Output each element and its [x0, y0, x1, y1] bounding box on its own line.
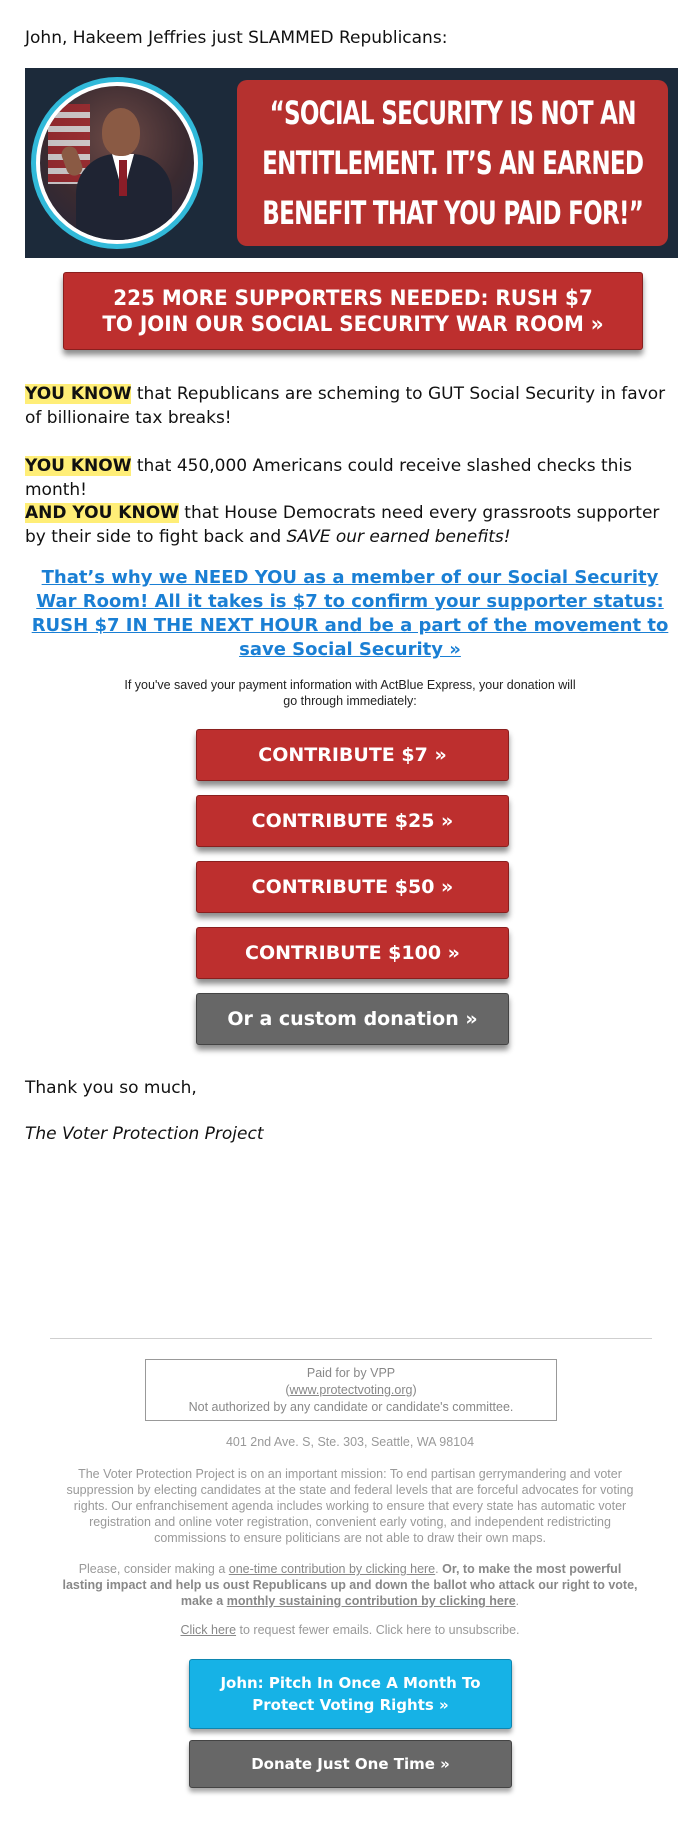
unsubscribe-line [60, 1622, 640, 1638]
custom-donation-button[interactable]: Or a custom donation » [196, 993, 509, 1045]
actblue-note: If you've saved your payment information with ActBlue Express, your donation will go through immediately: [124, 678, 576, 708]
monthly-contribution-link[interactable]: monthly sustaining contribution by clicking here [226, 1594, 516, 1608]
highlight-you-know-2: YOU KNOW [25, 456, 132, 476]
paragraph-1-text: that Republicans are scheming to GUT Social Security in favor of billionaire tax breaks! [25, 384, 666, 428]
contribute-100-button[interactable]: CONTRIBUTE $100 » [196, 927, 509, 979]
join-war-room-button[interactable] [63, 272, 643, 350]
not-authorized-line: Not authorized by any candidate or candidate's committee. [188, 1400, 514, 1414]
unsubscribe-text[interactable]: to request fewer emails. Click here to unsubscribe. [236, 1623, 520, 1637]
quote-line-2: ENTITLEMENT. IT’S AN EARNED [261, 144, 644, 182]
fewer-emails-link[interactable]: Click here [180, 1623, 237, 1637]
war-room-link[interactable]: That’s why we NEED YOU as a member of our Social Security War Room! All it takes is $7 to confirm your supporter status: RUSH $7 IN THE NEXT HOUR and be a part of the movement to save Social Security » [31, 567, 669, 660]
banner-quote [262, 88, 643, 238]
hero-banner[interactable] [25, 68, 678, 258]
paren-close: ) [412, 1383, 417, 1397]
appeal-mid: . [435, 1562, 443, 1576]
paid-for-website [146, 1382, 556, 1399]
paragraph-2 [25, 454, 675, 502]
mailing-address: 401 2nd Ave. S, Ste. 303, Seattle, WA 98104 [225, 1435, 475, 1449]
quote-line-1: “SOCIAL SECURITY IS NOT AN [269, 94, 636, 132]
paragraph-2-text: that 450,000 Americans could receive slashed checks this month! [25, 456, 632, 500]
contribution-appeal [60, 1561, 640, 1609]
paragraph-3 [25, 501, 675, 549]
website-link[interactable]: www.protectvoting.org [289, 1383, 413, 1397]
paragraph-1 [25, 382, 675, 430]
head-graphic [102, 108, 140, 156]
paid-for-box [145, 1359, 557, 1421]
appeal-end: . [515, 1594, 520, 1608]
speaker-photo [31, 77, 203, 249]
contribute-50-button[interactable]: CONTRIBUTE $50 » [196, 861, 509, 913]
join-war-room-label: 225 MORE SUPPORTERS NEEDED: RUSH $7 TO JOIN OUR SOCIAL SECURITY WAR ROOM » [102, 286, 604, 336]
quote-box [237, 80, 668, 246]
highlight-you-know-1: YOU KNOW [25, 384, 132, 404]
greeting-text: John, Hakeem Jeffries just SLAMMED Republicans: [25, 28, 448, 48]
appeal-prefix: Please, consider making a [78, 1562, 229, 1576]
signature: The Voter Protection Project [25, 1124, 264, 1144]
footer-divider [50, 1338, 652, 1339]
mission-statement: The Voter Protection Project is on an important mission: To end partisan gerrymandering and voter suppression by electing candidates at the state and federal levels that are forceful advocates for voting rights. Our enfranchisement agenda includes working to ensure that every state has automatic voter registration and online voter registration, convenient early voting, and independent redistricting commissions to ensure politicians are not able to draw their own maps. [66, 1467, 634, 1545]
paren-open: ( [285, 1383, 290, 1397]
monthly-donation-button[interactable]: John: Pitch In Once A Month To Protect Voting Rights » [189, 1659, 512, 1729]
thanks-text: Thank you so much, [25, 1078, 197, 1098]
speaker-photo-image [36, 82, 198, 244]
paid-for-line: Paid for by VPP [306, 1366, 396, 1380]
appeal-bold: Or, to make the most powerful lasting impact and help us oust Republicans up and down the ballot who attack our right to vote, make a [62, 1562, 638, 1608]
one-time-contribution-link[interactable]: one-time contribution by clicking here [228, 1562, 436, 1576]
one-time-donation-button[interactable]: Donate Just One Time » [189, 1740, 512, 1788]
paragraph-3-text: that House Democrats need every grassroots supporter by their side to fight back and [25, 503, 660, 547]
tie-graphic [119, 160, 127, 196]
highlight-and-you-know: AND YOU KNOW [25, 503, 179, 523]
contribute-7-button[interactable]: CONTRIBUTE $7 » [196, 729, 509, 781]
contribute-25-button[interactable]: CONTRIBUTE $25 » [196, 795, 509, 847]
quote-line-3: BENEFIT THAT YOU PAID FOR!” [262, 194, 643, 232]
paragraph-3-italic: SAVE our earned benefits! [286, 527, 511, 547]
